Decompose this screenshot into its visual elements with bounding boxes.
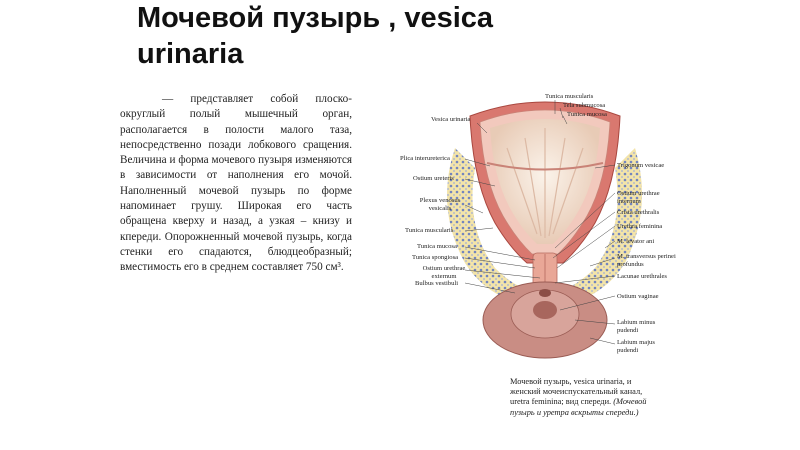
label-labium-majus-pudendi: Labium majus pudendi [617,339,655,354]
label-ostium-urethrae-internum: Ostium urethrae internum [617,190,660,205]
label-ostium-vaginae: Ostium vaginae [617,293,659,300]
label-plexus-venosus-vesicalis: Plexus venosus vesicalis [419,197,461,212]
label-bulbus-vestibuli: Bulbus vestibuli [415,280,459,287]
label-tunica-muscularis-top: Tunica muscularis [545,93,594,100]
label-plica-interureterica: Plica interureterica [400,155,450,162]
label-m-levator-ani: M. levator ani [617,238,655,245]
label-ostium-ureteris: Ostium ureteris [413,175,454,182]
ostium-vaginae [533,301,557,319]
label-urethra-feminina: Urethra feminina [617,223,663,230]
slide-title [137,0,637,72]
slide-title-line-1: Мочевой пузырь , vesica [137,2,494,34]
label-lacunae-urethrales: Lacunae urethrales [617,273,667,280]
figure-caption-text: Мочевой пузырь, vesica urinaria, и женский мочеиспускательный канал, uretra feminina; вид спереди. [510,377,643,407]
label-tunica-mucosa-top: Tunica mucosa [567,111,607,118]
label-vesica-urinaria: Vesica urinaria [431,116,471,123]
figure-caption [510,377,650,418]
label-tela-submucosa: Tela submucosa [563,102,606,109]
label-tunica-mucosa-left: Tunica mucosa [417,243,457,250]
label-tunica-spongiosa: Tunica spongiosa [412,254,459,261]
description-paragraph: — представляет собой плоско-округлый полый мышечный орган, располагается в полости малого таза, непосредственно позади лобкового сращения. Величина и форма мочевого пузыря изменяются в зависимости от наполнения его мочой. Наполненный мочевой пузырь по форме напоминает грушу. Широкая его часть обращена кверху и назад, а узкая – книзу и кпереди. Опорожненный мочевой пузырь, когда стенки его спадаются, блюдцеобразный; вместимость его в среднем составляет 750 см³. [120,93,352,274]
label-crista-urethralis: Crista urethralis [617,209,660,216]
label-labium-minus-pudendi: Labium minus pudendi [617,319,656,334]
anatomy-figure [395,88,695,370]
label-tunica-muscularis-left: Tunica muscularis [405,227,454,234]
label-trigonum-vesicae: Trigonum vesicae [617,162,665,169]
label-ostium-urethrae-externum: Ostium urethrae externum [422,265,466,280]
slide-title-line-2: urinaria [137,38,244,70]
figure-caption-note: (Мочевой пузырь и уретра вскрыты спереди.) [510,397,647,417]
label-m-transversus-perinei: M. transversus perinei profundus [617,253,676,268]
